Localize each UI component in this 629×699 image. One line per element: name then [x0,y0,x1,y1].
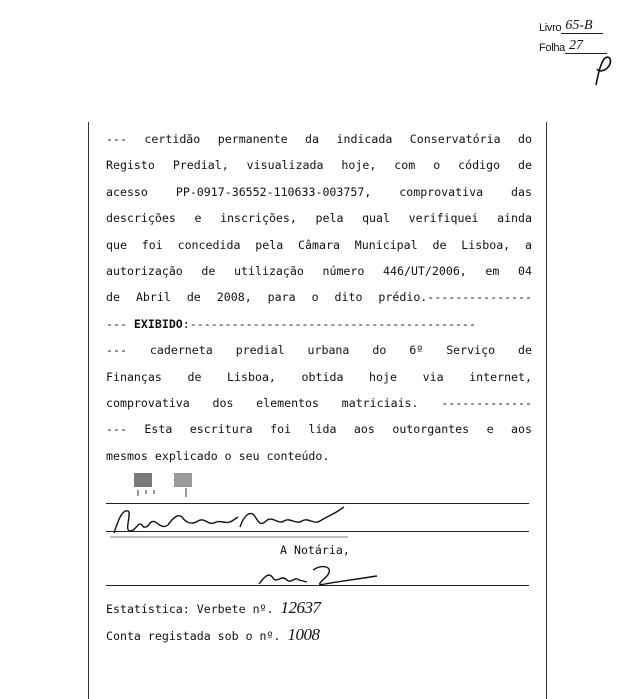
statistic-value: 12637 [280,598,321,617]
folha-label: Folha [538,42,565,54]
statistic-line [106,598,321,618]
livro-label: Livro [538,22,562,34]
text-line: de Abril de 2008, para o dito prédio.--------------- [106,290,532,305]
page-border-right [546,122,547,699]
redaction-block [134,473,152,487]
livro-value: 65-B [561,19,603,34]
exibido-suffix: :----------------------------------------- [182,316,476,331]
account-label: Conta registada sob o nº. [106,629,281,643]
text-line: descrições e inscrições, pela qual verifiquei ainda [106,211,532,226]
account-line [106,625,320,645]
text-line: --- caderneta predial urbana do 6º Serviço de [106,343,532,358]
exibido-label: EXIBIDO [133,316,183,331]
statistic-label: Estatística: Verbete nº. [106,602,274,616]
text-line: --- Esta escritura foi lida aos outorgantes e aos [106,422,532,437]
book-sheet-reference [539,14,607,54]
notary-label: A Notária, [280,543,350,557]
redaction-block [174,473,192,487]
text-line: que foi concedida pela Câmara Municipal de Lisboa, a [106,237,532,252]
signature-line [106,531,529,532]
text-line: Finanças de Lisboa, obtida hoje via internet, [106,369,532,384]
initials-signature-icon [586,55,616,89]
deed-text [106,126,532,469]
folha-row [539,34,607,54]
text-line: autorização de utilização número 446/UT/2006, em 04 [106,263,532,278]
exibido-prefix: --- [106,316,134,331]
account-value: 1008 [287,625,320,644]
folha-value: 27 [565,39,607,54]
redaction-tick-marks [136,488,196,498]
text-line: --- certidão permanente da indicada Conservatória do [106,132,532,146]
text-line: comprovativa dos elementos matriciais. ------------- [106,395,532,410]
text-line: Registo Predial, visualizada hoje, com o código de [106,158,532,173]
exibido-line [106,311,532,337]
page-border-left [88,122,89,699]
text-line: acesso PP-0917-36552-110633-003757, comprovativa das [106,184,532,199]
notary-signature-line [106,585,529,586]
closing-line: mesmos explicado o seu conteúdo. [106,448,330,463]
outorgante-signature-icon [108,503,358,543]
livro-row [539,14,607,34]
